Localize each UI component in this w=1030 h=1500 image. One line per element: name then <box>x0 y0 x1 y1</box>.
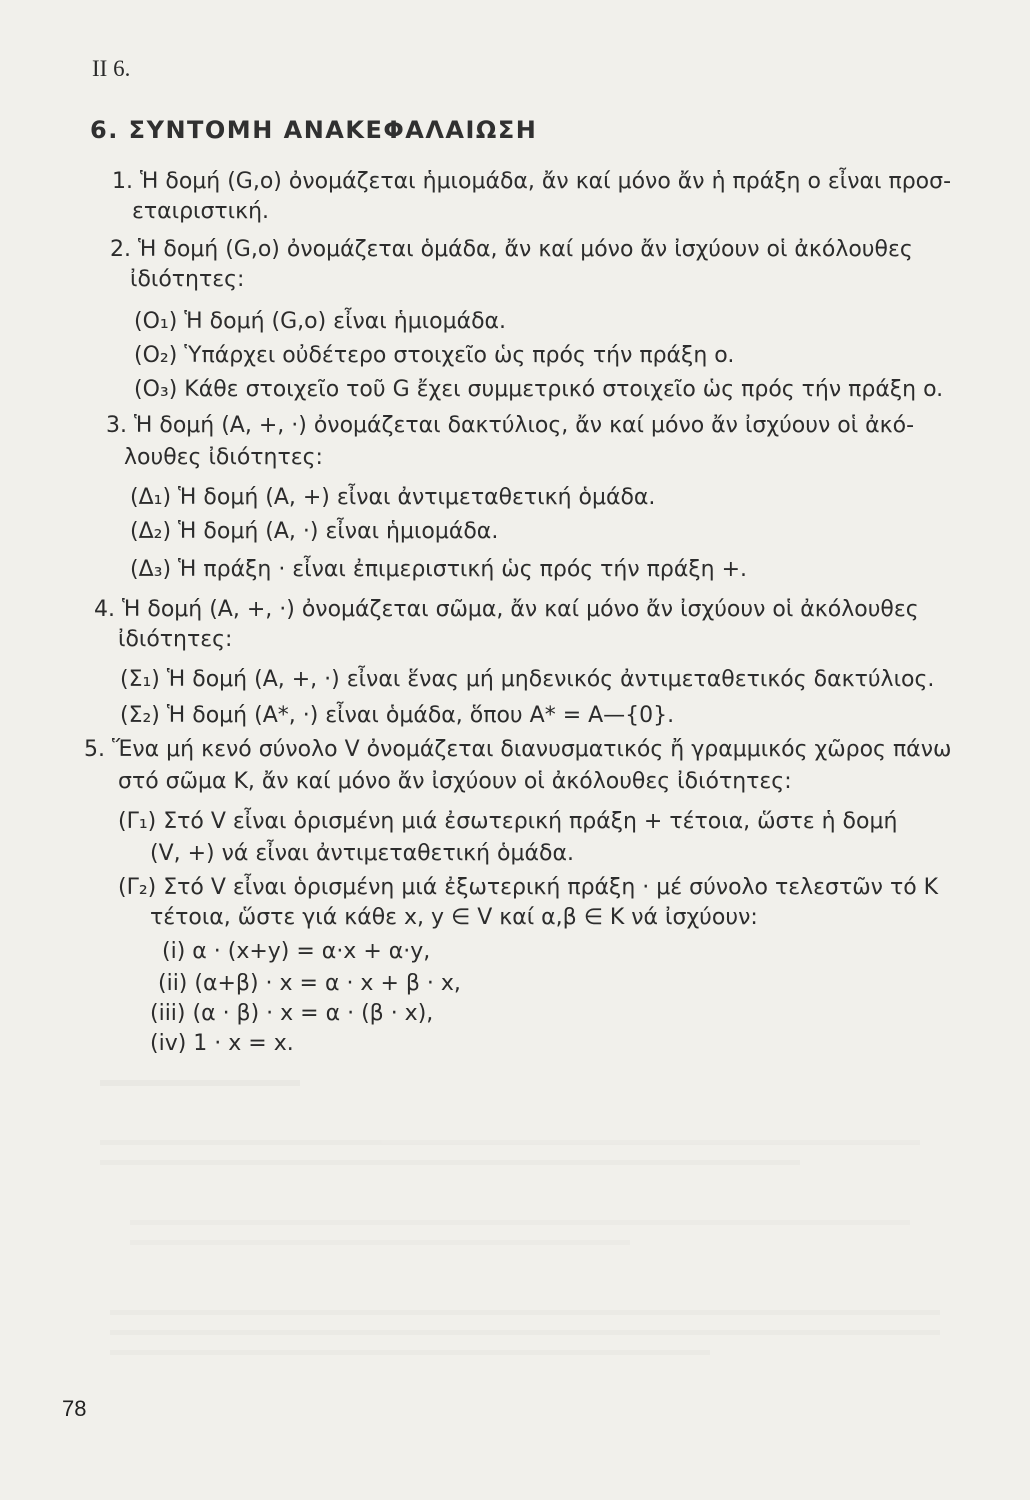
text-line: (Σ₁) Ἡ δομή (A, +, ·) εἶναι ἕνας μή μηδενικός ἀντιμεταθετικός δακτύλιος. <box>120 667 935 692</box>
text-line: (ii) (α+β) · x = α · x + β · x, <box>158 971 461 996</box>
text-line: (O₂) Ὑπάρχει οὐδέτερο στοιχεῖο ὡς πρός τήν πράξη o. <box>134 343 735 368</box>
text-line: (iii) (α · β) · x = α · (β · x), <box>150 1001 434 1026</box>
text-line: 4. Ἡ δομή (A, +, ·) ὀνομάζεται σῶμα, ἄν καί μόνο ἄν ἰσχύουν οἱ ἀκόλουθες <box>94 597 919 622</box>
page-number: 78 <box>62 1396 87 1421</box>
section-title: 6. ΣΥΝΤΟΜΗ ΑΝΑΚΕΦΑΛΑΙΩΣΗ <box>90 116 538 144</box>
text-line: ἰδιότητες: <box>130 267 245 292</box>
text-line: λουθες ἰδιότητες: <box>124 445 323 470</box>
text-line: (Δ₃) Ἡ πράξη · εἶναι ἐπιμεριστική ὡς πρός τήν πράξη +. <box>130 557 747 582</box>
text-line: (Δ₂) Ἡ δομή (A, ·) εἶναι ἡμιομάδα. <box>130 519 499 544</box>
text-line: (Γ₁) Στό V εἶναι ὁρισμένη μιά ἐσωτερική πράξη + τέτοια, ὥστε ἡ δομή <box>118 809 898 834</box>
text-line: εταιριστική. <box>132 199 270 224</box>
running-header: II 6. <box>92 56 131 81</box>
text-line: ἰδιότητες: <box>118 627 233 652</box>
text-line: (Σ₂) Ἡ δομή (A*, ·) εἶναι ὁμάδα, ὅπου A* = A—{0}. <box>120 703 675 728</box>
text-line: τέτοια, ὥστε γιά κάθε x, y ∈ V καί α,β ∈ K νά ἰσχύουν: <box>150 905 758 930</box>
text-line: 1. Ἡ δομή (G,o) ὀνομάζεται ἡμιομάδα, ἄν καί μόνο ἄν ἡ πράξη o εἶναι προσ- <box>112 169 952 194</box>
text-line: στό σῶμα K, ἄν καί μόνο ἄν ἰσχύουν οἱ ἀκόλουθες ἰδιότητες: <box>118 769 792 794</box>
text-line: 5. Ἕνα μή κενό σύνολο V ὀνομάζεται διανυσματικός ἤ γραμμικός χῶρος πάνω <box>84 737 952 762</box>
text-line: 2. Ἡ δομή (G,o) ὀνομάζεται ὁμάδα, ἄν καί μόνο ἄν ἰσχύουν οἱ ἀκόλουθες <box>110 237 913 262</box>
show-through-artifact <box>90 1060 940 1360</box>
text-line: (O₃) Κάθε στοιχεῖο τοῦ G ἔχει συμμετρικό στοιχεῖο ὡς πρός τήν πράξη o. <box>134 377 944 402</box>
text-line: (Δ₁) Ἡ δομή (A, +) εἶναι ἀντιμεταθετική ὁμάδα. <box>130 485 656 510</box>
text-line: 3. Ἡ δομή (A, +, ·) ὀνομάζεται δακτύλιος, ἄν καί μόνο ἄν ἰσχύουν οἱ ἀκό- <box>106 413 915 438</box>
text-line: (O₁) Ἡ δομή (G,o) εἶναι ἡμιομάδα. <box>134 309 507 334</box>
text-line: (i) α · (x+y) = α·x + α·y, <box>162 939 431 964</box>
text-line: (iv) 1 · x = x. <box>150 1031 294 1056</box>
text-line: (Γ₂) Στό V εἶναι ὁρισμένη μιά ἐξωτερική πράξη · μέ σύνολο τελεστῶν τό K <box>118 875 939 900</box>
text-line: (V, +) νά εἶναι ἀντιμεταθετική ὁμάδα. <box>150 841 574 866</box>
